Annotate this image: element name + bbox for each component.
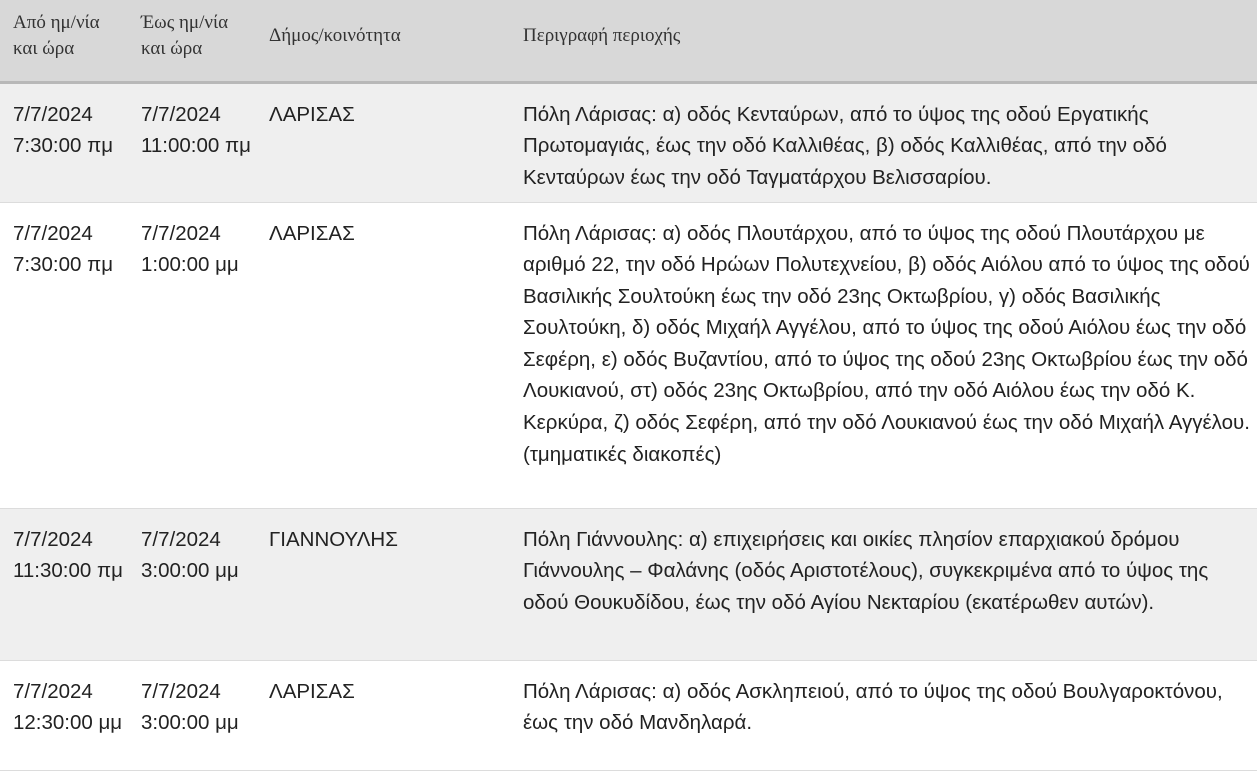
cell-municipality: ΛΑΡΙΣΑΣ [269,679,355,703]
header-from: Από ημ/νία και ώρα [13,12,100,59]
header-description: Περιγραφή περιοχής [523,25,681,46]
cell-description: Πόλη Λάρισας: α) οδός Ασκληπειού, από το ύψος της οδού Βουλγαροκτόνου, έως την οδό Μανδηλαρά. [523,679,1223,735]
cell-from: 7/7/2024 7:30:00 πμ [13,102,114,158]
cell-municipality: ΛΑΡΙΣΑΣ [269,221,355,245]
header-municipality: Δήμος/κοινότητα [269,25,401,46]
cell-to: 7/7/2024 11:00:00 πμ [141,102,251,158]
cell-to: 7/7/2024 3:00:00 μμ [141,527,239,583]
table-row [0,660,1257,770]
header-to: Έως ημ/νία και ώρα [141,12,229,59]
cell-from: 7/7/2024 11:30:00 πμ [13,527,123,583]
cell-description: Πόλη Λάρισας: α) οδός Πλουτάρχου, από το ύψος της οδού Πλουτάρχου με αριθμό 22, την οδό Ηρώων Πολυτεχνείου, β) οδός Αιόλου από το ύψος της οδού Βασιλικής Σουλτούκη έως την οδό 23ης Οκτωβρίου, γ) οδός Βασιλικής Σουλτούκη, δ) οδός Μιχαήλ Αγγέλου, από το ύψος της οδού Αιόλου έως την οδό Σεφέρη, ε) οδός Βυζαντίου, από το ύψος της οδού 23ης Οκτωβρίου έως την οδό Λουκιανού, στ) οδός 23ης Οκτωβρίου, από την οδό Αιόλου έως την οδό Κ. Κερκύρα, ζ) οδός Σεφέρη, από την οδό Λουκιανού έως την οδό Μιχαήλ Αγγέλου. (τμηματικές διακοπές) [523,221,1250,466]
table-row [0,82,1257,202]
table-row [0,202,1257,508]
cell-description: Πόλη Λάρισας: α) οδός Κενταύρων, από το ύψος της οδού Εργατικής Πρωτομαγιάς, έως την οδό Καλλιθέας, β) οδός Καλλιθέας, από την οδό Κενταύρων έως την οδό Ταγματάρχου Βελισσαρίου. [523,102,1167,189]
table-header [0,0,1257,82]
cell-municipality: ΛΑΡΙΣΑΣ [269,102,355,126]
cell-from: 7/7/2024 12:30:00 μμ [13,679,123,735]
table-row [0,508,1257,660]
table-body [0,82,1257,770]
cell-to: 7/7/2024 3:00:00 μμ [141,679,239,735]
cell-from: 7/7/2024 7:30:00 πμ [13,221,114,277]
header-row [0,0,1257,82]
cell-municipality: ΓΙΑΝΝΟΥΛΗΣ [269,527,398,551]
cell-description: Πόλη Γιάννουλης: α) επιχειρήσεις και οικίες πλησίον επαρχιακού δρόμου Γιάννουλης – Φαλάνης (οδός Αριστοτέλους), συγκεκριμένα από το ύψος της οδού Θουκυδίδου, έως την οδό Αγίου Νεκταρίου (εκατέρωθεν αυτών). [523,527,1209,614]
cell-to: 7/7/2024 1:00:00 μμ [141,221,239,277]
